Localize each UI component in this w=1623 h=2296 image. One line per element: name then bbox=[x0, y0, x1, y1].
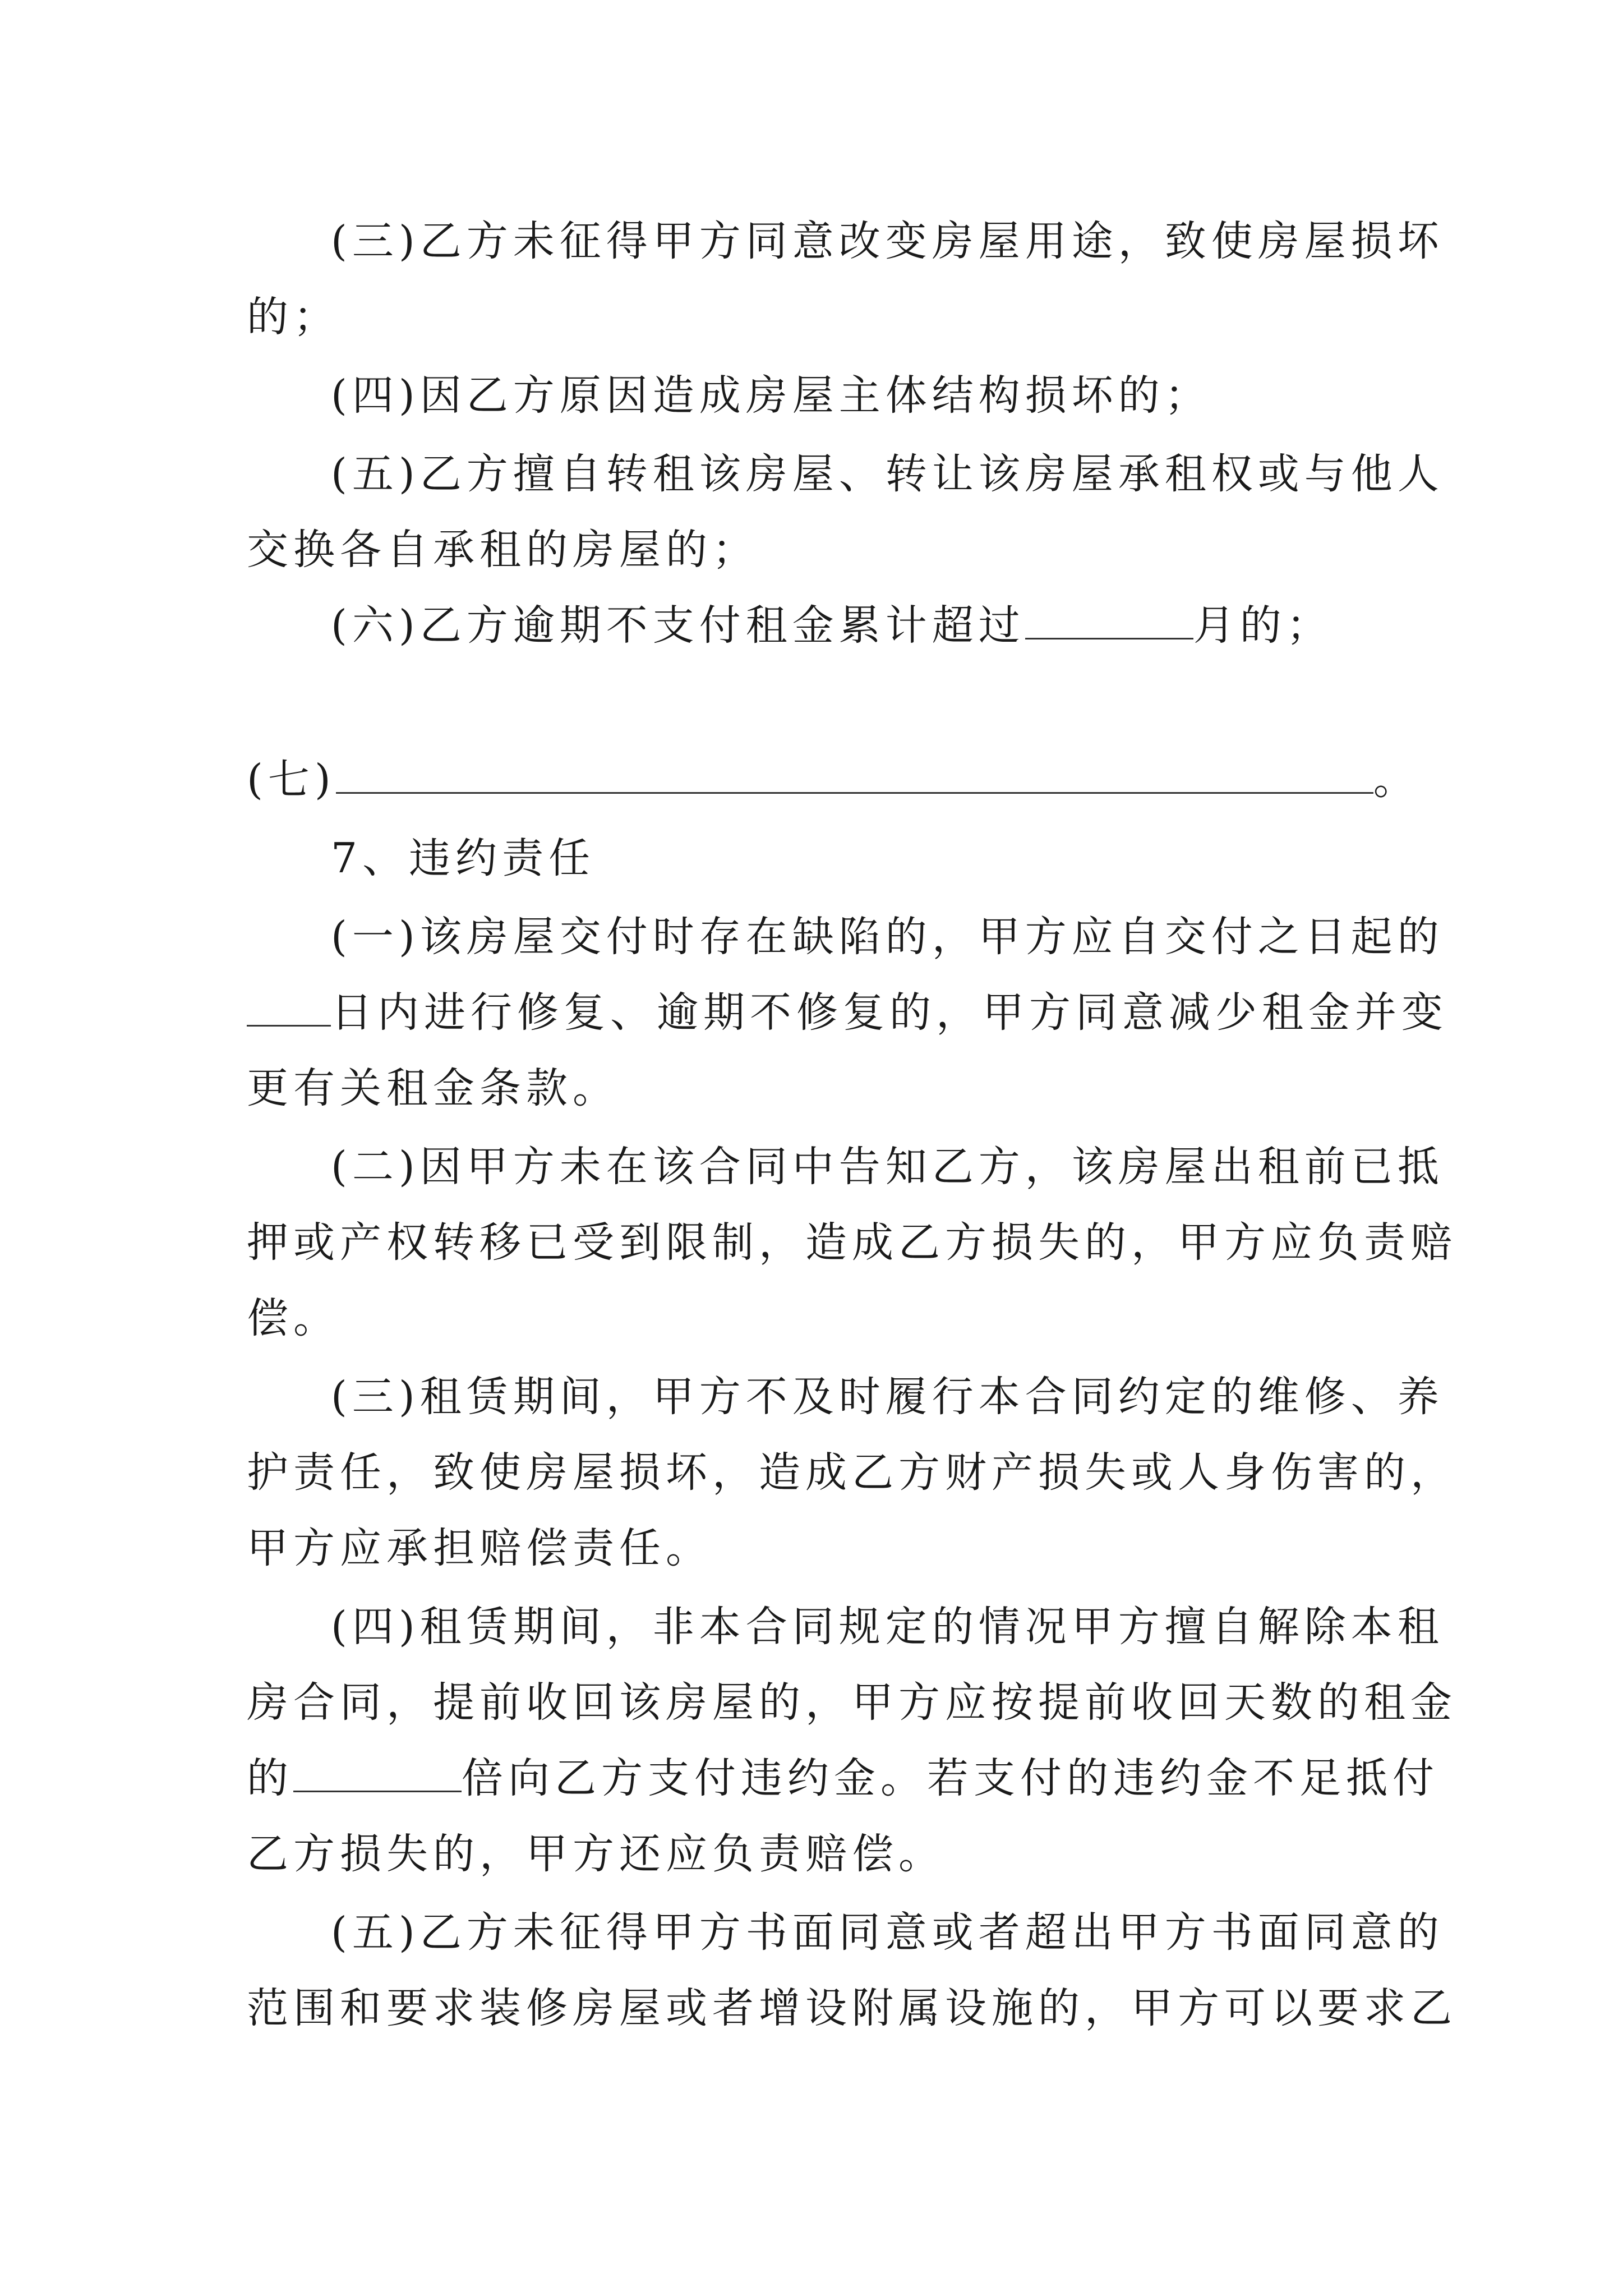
liability-3: (三)租赁期间，甲方不及时履行本合同约定的维修、养 bbox=[331, 1373, 1444, 1421]
clause-3-cont: 的； bbox=[247, 293, 340, 341]
liability-1: (一)该房屋交付时存在缺陷的，甲方应自交付之日起的 bbox=[331, 913, 1444, 961]
liability-2-cont2: 偿。 bbox=[247, 1294, 340, 1342]
blank-clause-7 bbox=[336, 753, 1373, 794]
clause-3: (三)乙方未征得甲方同意改变房屋用途，致使房屋损坏 bbox=[331, 217, 1444, 265]
liability-1-cont: 日内进行修复、逾期不修复的，甲方同意减少租金并变 bbox=[247, 984, 1448, 1041]
liability-3-cont: 护责任，致使房屋损坏，造成乙方财产损失或人身伤害的， bbox=[247, 1448, 1457, 1497]
clause-4: (四)因乙方原因造成房屋主体结构损坏的； bbox=[331, 371, 1211, 420]
blank-months bbox=[1025, 599, 1193, 639]
blank-days bbox=[247, 986, 331, 1027]
liability-4-cont3: 乙方损失的，甲方还应负责赔偿。 bbox=[247, 1830, 945, 1878]
liability-4-cont: 房合同，提前收回该房屋的，甲方应按提前收回天数的租金 bbox=[247, 1678, 1457, 1727]
clause-5: (五)乙方擅自转租该房屋、转让该房屋承租权或与他人 bbox=[331, 450, 1444, 498]
liability-5-cont: 范围和要求装修房屋或者增设附属设施的，甲方可以要求乙 bbox=[247, 1984, 1457, 2032]
liability-2: (二)因甲方未在该合同中告知乙方，该房屋出租前已抵 bbox=[331, 1143, 1444, 1191]
liability-3-cont2: 甲方应承担赔偿责任。 bbox=[247, 1524, 712, 1572]
clause-6: (六)乙方逾期不支付租金累计超过 月的； bbox=[331, 597, 1333, 654]
liability-2-cont: 押或产权转移已受到限制，造成乙方损失的，甲方应负责赔 bbox=[247, 1218, 1457, 1267]
liability-4: (四)租赁期间，非本合同规定的情况甲方擅自解除本租 bbox=[331, 1603, 1444, 1651]
section-heading: 7、违约责任 bbox=[331, 834, 596, 882]
liability-5: (五)乙方未征得甲方书面同意或者超出甲方书面同意的 bbox=[331, 1908, 1444, 1957]
blank-multiplier bbox=[293, 1751, 462, 1792]
clause-7: (七) 。 bbox=[247, 752, 1420, 808]
liability-4-cont2: 的 倍向乙方支付违约金。若支付的违约金不足抵付 bbox=[247, 1750, 1439, 1806]
liability-1-cont2: 更有关租金条款。 bbox=[247, 1064, 619, 1112]
clause-5-cont: 交换各自承租的房屋的； bbox=[247, 526, 759, 574]
